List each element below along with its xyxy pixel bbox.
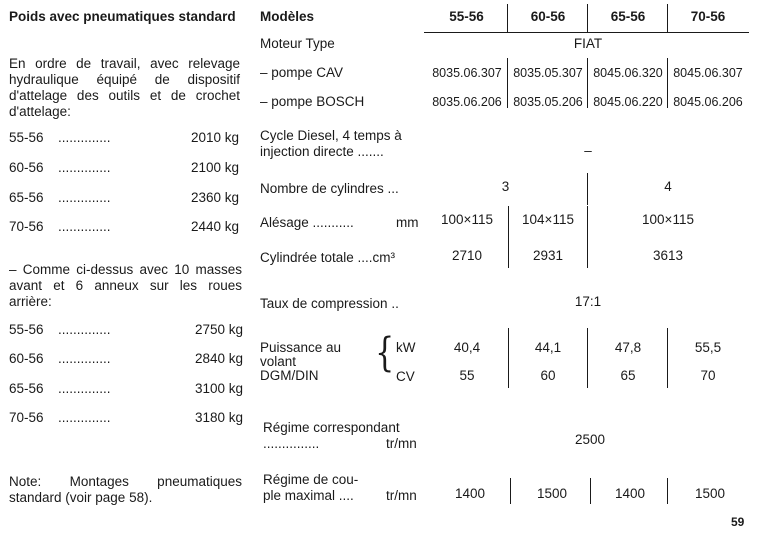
column-divider: [508, 328, 509, 388]
weight-model: 65-56: [9, 190, 44, 205]
displacement-value: 3613: [652, 248, 684, 263]
max-torque-speed-value: 1400: [454, 486, 486, 501]
note-paragraph: Note: Montages pneumatiques standard (voir page 58).: [9, 474, 242, 505]
weight-value: 2010 kg: [190, 130, 239, 145]
power-cv-value: 65: [620, 368, 636, 383]
weight-value: 2360 kg: [190, 190, 239, 205]
header-rule: [424, 32, 749, 33]
cylinders-label: Nombre de cylindres ...: [260, 181, 399, 196]
weights-intro-paragraph: En ordre de travail, avec relevage hydraulique équipé de dispositif d'attelage des outils et de crochet d'attelage:: [9, 56, 240, 119]
header-model-60-56: 60-56: [530, 9, 566, 24]
bore-stroke-value: 100×115: [441, 212, 493, 227]
rated-speed-unit: tr/mn: [386, 436, 417, 451]
pompe-cav-value: 8035.05.307: [513, 66, 583, 80]
displacement-label: Cylindrée totale ....cm³: [260, 250, 396, 265]
leader-dots: ..............: [58, 381, 111, 396]
bore-stroke-value: 104×115: [522, 212, 574, 227]
pompe-bosch-value: 8035.05.206: [513, 95, 583, 109]
power-kw-value: 47,8: [614, 340, 642, 355]
leader-dots: ..............: [58, 219, 111, 234]
bore-stroke-value: 100×115: [642, 212, 694, 227]
displacement-value: 2710: [451, 248, 483, 263]
power-label-line1: Puissance au: [260, 340, 342, 355]
max-torque-speed-unit: tr/mn: [386, 488, 417, 503]
weight-value: 2440 kg: [190, 219, 239, 234]
power-cv-value: 70: [700, 368, 716, 383]
leader-dots: ..............: [58, 322, 111, 337]
weights-heading: Poids avec pneumatiques standard: [9, 9, 236, 24]
weight-value: 3180 kg: [194, 410, 243, 425]
pompe-bosch-value: 8045.06.206: [673, 95, 743, 109]
power-kw-value: 55,5: [694, 340, 722, 355]
header-models-label: Modèles: [260, 9, 315, 24]
column-divider: [667, 58, 668, 108]
column-divider: [667, 328, 668, 388]
moteur-type-label: Moteur Type: [260, 36, 335, 51]
leader-dots: ..............: [58, 351, 111, 366]
weights-ballast-paragraph: – Comme ci-dessus avec 10 masses avant et 6 anneux sur les roues arrière:: [9, 262, 242, 309]
pompe-cav-label: – pompe CAV: [260, 65, 344, 80]
cylinders-value-4: 4: [664, 179, 672, 194]
weight-model: 60-56: [9, 160, 44, 175]
cycle-diesel-value: –: [584, 143, 592, 158]
column-divider: [587, 173, 588, 205]
weight-value: 3100 kg: [194, 381, 243, 396]
power-label-line3: DGM/DIN: [260, 368, 319, 383]
header-model-55-56: 55-56: [449, 9, 484, 24]
power-cv-value: 55: [459, 368, 475, 383]
column-divider: [587, 328, 588, 388]
displacement-value: 2931: [532, 248, 564, 263]
page-number: 59: [731, 515, 745, 529]
power-label-line2: volant: [260, 354, 297, 369]
rated-speed-label-line1: Régime correspondant: [263, 420, 400, 435]
weight-model: 55-56: [9, 322, 44, 337]
power-cv-value: 60: [540, 368, 556, 383]
power-unit-cv: CV: [396, 369, 415, 384]
power-kw-value: 44,1: [534, 340, 562, 355]
cylinders-value-3: 3: [501, 179, 510, 194]
rated-speed-label-line2: ...............: [263, 436, 320, 451]
pompe-cav-value: 8035.06.307: [432, 66, 502, 80]
bore-stroke-label: Alésage ...........: [260, 215, 354, 230]
header-divider: [507, 4, 508, 32]
header-divider: [667, 4, 668, 32]
weight-model: 70-56: [9, 410, 44, 425]
power-brace: {: [375, 330, 395, 376]
weight-model: 55-56: [9, 130, 44, 145]
column-divider: [510, 478, 511, 504]
power-kw-value: 40,4: [453, 340, 481, 355]
column-divider: [590, 478, 591, 504]
header-divider: [587, 4, 588, 32]
pompe-bosch-label: – pompe BOSCH: [260, 94, 365, 109]
max-torque-speed-value: 1500: [536, 486, 568, 501]
weight-model: 65-56: [9, 381, 44, 396]
max-torque-speed-value: 1500: [694, 486, 726, 501]
power-unit-kw: kW: [396, 340, 416, 355]
header-model-65-56: 65-56: [610, 9, 646, 24]
leader-dots: ..............: [58, 190, 111, 205]
rated-speed-value: 2500: [574, 432, 606, 447]
cycle-diesel-label-line2: injection directe .......: [260, 144, 384, 159]
max-torque-speed-value: 1400: [614, 486, 646, 501]
header-model-70-56: 70-56: [690, 9, 726, 24]
pompe-bosch-value: 8035.06.206: [432, 95, 502, 109]
pompe-cav-value: 8045.06.307: [673, 66, 743, 80]
column-divider: [587, 206, 588, 268]
compression-ratio-value: 17:1: [574, 294, 602, 309]
pompe-bosch-value: 8045.06.220: [593, 95, 663, 109]
weight-value: 2100 kg: [190, 160, 239, 175]
leader-dots: ..............: [58, 130, 111, 145]
bore-stroke-unit: mm: [396, 215, 419, 230]
leader-dots: ..............: [58, 410, 111, 425]
cycle-diesel-label-line1: Cycle Diesel, 4 temps à: [260, 128, 402, 143]
column-divider: [508, 206, 509, 268]
weight-value: 2750 kg: [194, 322, 243, 337]
weight-model: 60-56: [9, 351, 44, 366]
column-divider: [667, 478, 668, 504]
weight-model: 70-56: [9, 219, 44, 234]
max-torque-speed-label-line2: ple maximal ....: [263, 488, 354, 503]
max-torque-speed-label-line1: Régime de cou-: [263, 472, 359, 487]
column-divider: [507, 58, 508, 108]
compression-ratio-label: Taux de compression ..: [260, 296, 399, 311]
pompe-cav-value: 8045.06.320: [593, 66, 663, 80]
column-divider: [587, 58, 588, 108]
moteur-type-value: FIAT: [573, 36, 603, 51]
leader-dots: ..............: [58, 160, 111, 175]
weight-value: 2840 kg: [194, 351, 243, 366]
